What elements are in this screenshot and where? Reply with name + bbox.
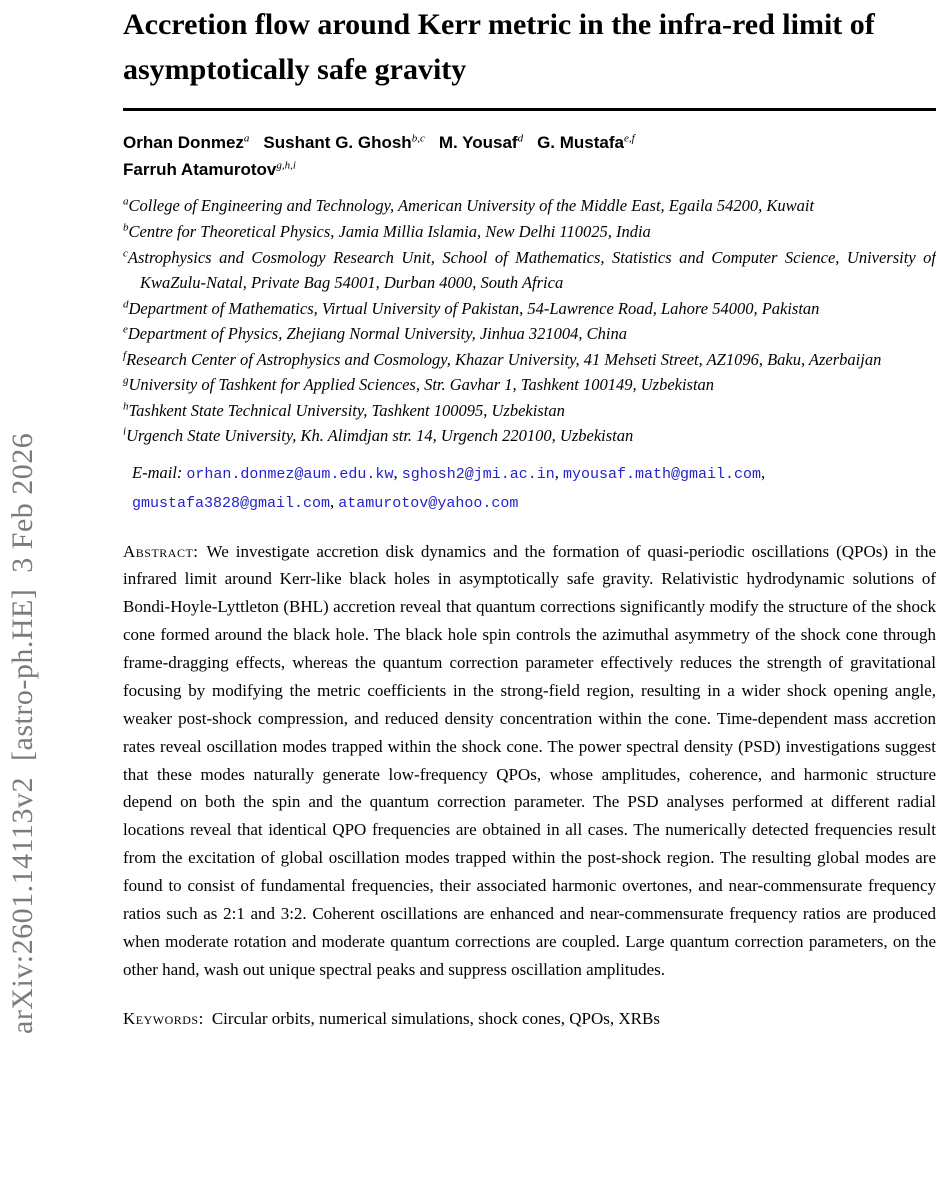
author-list <box>123 129 936 183</box>
affiliation-marker: d <box>123 298 129 311</box>
keywords-section <box>123 1006 936 1032</box>
affiliation-item: $^e$Department of Physics, Zhejiang Normal University, Jinhua 321004, China <box>123 323 627 344</box>
author-line <box>123 129 936 156</box>
affiliation-item: $^h$Tashkent State Technical University, Tashkent 100095, Uzbekistan <box>123 400 565 420</box>
paper-title: Accretion flow around Kerr metric in the infra-red limit of asymptotically safe gravity <box>123 8 875 86</box>
affiliation-item: $^g$University of Tashkent for Applied Sciences, Str. Gavhar 1, Tashkent 100149, Uzbekistan <box>123 374 715 395</box>
affiliation-item: $^d$Department of Mathematics, Virtual University of Pakistan, 54-Lawrence Road, Lahore 54000, Pakistan <box>123 298 820 318</box>
abstract-label: Abstract: <box>123 541 199 561</box>
affiliation-item: $^b$Centre for Theoretical Physics, Jamia Millia Islamia, New Delhi 110025, India <box>123 221 651 241</box>
email-link[interactable]: atamurotov@yahoo.com <box>338 495 519 513</box>
title-rule <box>123 108 936 111</box>
email-link[interactable]: myousaf.math@gmail.com <box>562 466 762 483</box>
affiliation-marker: f <box>123 349 127 362</box>
author-affiliation-marker: a <box>243 132 250 145</box>
author-name: G. Mustafa$^{e,f}$ <box>537 132 635 152</box>
arxiv-watermark: arXiv:2601.14113v2 [astro-ph.HE] 3 Feb 2026 <box>6 432 39 1034</box>
affiliation-list <box>123 193 936 449</box>
paper-page <box>123 0 936 1031</box>
affiliation-marker: h <box>123 400 129 413</box>
author-affiliation-marker: d <box>517 132 524 145</box>
author-name: M. Yousaf$^d$ <box>438 132 524 152</box>
affiliation-marker: b <box>123 221 129 234</box>
affiliation-marker: c <box>123 247 128 259</box>
author-name: Sushant G. Ghosh$^{b,c}$ <box>263 132 425 152</box>
author-name: Farruh Atamurotov$^{g,h,i}$ <box>123 159 296 180</box>
abstract-section <box>123 538 936 984</box>
abstract-text: We investigate accretion disk dynamics and the formation of quasi-periodic oscillations (QPOs) in the infrared limit around Kerr-like black holes in asymptotically safe gravity. Relativistic hydrodynamic solutions of Bondi-Hoyle-Lyttleton (BHL) accretion reveal that quantum corrections significantly modify the structure of the shock cone formed around the black hole. The black hole spin controls the azimuthal asymmetry of the shock cone through frame-dragging effects, whereas the quantum correction parameter effectively reduces the strength of gravitational focusing by modifying the metric coefficients in the strong-field region, resulting in a wider shock opening angle, weaker post-shock compression, and reduced density concentration within the cone. Time-dependent mass accretion rates reveal oscillation modes trapped within the shock cone. The power spectral density (PSD) investigations suggest that these modes naturally generate low-frequency QPOs, whose amplitudes, coherence, and harmonic structure depend on both the spin and the quantum correction parameter. The PSD analyses performed at different radial locations reveal that identical QPO frequencies are obtained in all cases. The numerically detected frequencies result from the excitation of global oscillation modes trapped within the post-shock region. The resulting global modes are found to consist of fundamental frequencies, their associated harmonic overtones, and near-commensurate frequency ratios such as 2:1 and 3:2. Coherent oscillations are enhanced and near-commensurate frequency ratios are produced when moderate rotation and moderate quantum corrections are coupled. Large quantum correction parameters, on the other hand, wash out unique spectral peaks and suppress oscillation amplitudes. <box>123 541 936 979</box>
email-links: orhan.donmez@aum.edu.kw, sghosh2@jmi.ac.in, myousaf.math@gmail.com, gmustafa3828@gmail.com, atamurotov@yahoo.com <box>132 463 766 513</box>
email-block <box>123 459 936 518</box>
email-link[interactable]: orhan.donmez@aum.edu.kw <box>186 466 394 483</box>
author-affiliation-marker: b,c <box>411 132 425 145</box>
email-label: E-mail: <box>132 463 183 482</box>
email-link[interactable]: gmustafa3828@gmail.com <box>132 495 331 513</box>
affiliation-item: $^i$Urgench State University, Kh. Alimdjan str. 14, Urgench 220100, Uzbekistan <box>123 425 634 446</box>
affiliation-marker: e <box>123 323 128 336</box>
author-affiliation-marker: e,f <box>623 132 635 145</box>
author-affiliation-marker: g,h,i <box>276 159 296 172</box>
keywords-text: Circular orbits, numerical simulations, shock cones, QPOs, XRBs <box>211 1008 660 1028</box>
author-line <box>123 156 936 183</box>
email-link[interactable]: sghosh2@jmi.ac.in <box>401 466 555 483</box>
author-name: Orhan Donmez$^a$ <box>123 132 250 152</box>
affiliation-marker: g <box>123 374 129 387</box>
keywords-label: Keywords: <box>123 1008 204 1028</box>
affiliation-item: $^f$Research Center of Astrophysics and Cosmology, Khazar University, 41 Mehseti Street, AZ1096, Baku, Azerbaijan <box>123 349 882 369</box>
affiliation-item: $^c$Astrophysics and Cosmology Research Unit, School of Mathematics, Statistics and Computer Science, University of KwaZulu-Natal, Private Bag 54001, Durban 4000, South Africa <box>123 247 936 293</box>
affiliation-marker: i <box>123 425 127 438</box>
affiliation-marker: a <box>123 195 129 208</box>
affiliation-item: $^a$College of Engineering and Technology, American University of the Middle East, Egaila 54200, Kuwait <box>123 195 815 216</box>
